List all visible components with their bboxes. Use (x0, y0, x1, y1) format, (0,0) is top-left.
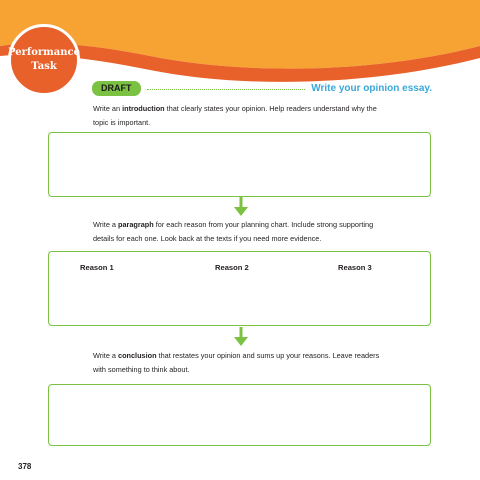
draft-label: DRAFT (92, 81, 141, 96)
conclusion-text-post: that restates your opinion and sums up your reasons. Leave readers with something to think about. (93, 351, 380, 374)
reason-2-label: Reason 2 (215, 263, 249, 272)
introduction-writing-box[interactable] (48, 132, 431, 197)
conclusion-text-pre: Write a (93, 351, 119, 360)
conclusion-keyword: conclusion (118, 351, 157, 360)
draft-title: Write your opinion essay. (311, 82, 432, 94)
introduction-instructions (93, 102, 393, 130)
dotted-divider (147, 89, 306, 90)
conclusion-instructions (93, 349, 393, 377)
paragraph-keyword: paragraph (118, 220, 154, 229)
paragraph-text-post: for each reason from your planning chart. Include strong supporting details for each one. Look back at the texts if you need more evidence. (93, 220, 374, 243)
down-arrow-icon (234, 327, 248, 347)
intro-text-pre: Write an (93, 104, 123, 113)
intro-keyword: introduction (122, 104, 165, 113)
conclusion-writing-box[interactable] (48, 384, 431, 446)
down-arrow-icon (234, 197, 248, 217)
badge-line-2: Task (31, 61, 57, 72)
paragraph-instructions (93, 218, 393, 246)
reason-1-label: Reason 1 (80, 263, 114, 272)
badge-line-1: Performance (8, 47, 80, 58)
page-number: 378 (18, 462, 32, 471)
draft-header (92, 80, 432, 96)
paragraph-text-pre: Write a (93, 220, 119, 229)
performance-task-badge (8, 24, 80, 96)
intro-text-post: that clearly states your opinion. Help readers understand why the topic is important. (93, 104, 377, 127)
reason-3-label: Reason 3 (338, 263, 372, 272)
